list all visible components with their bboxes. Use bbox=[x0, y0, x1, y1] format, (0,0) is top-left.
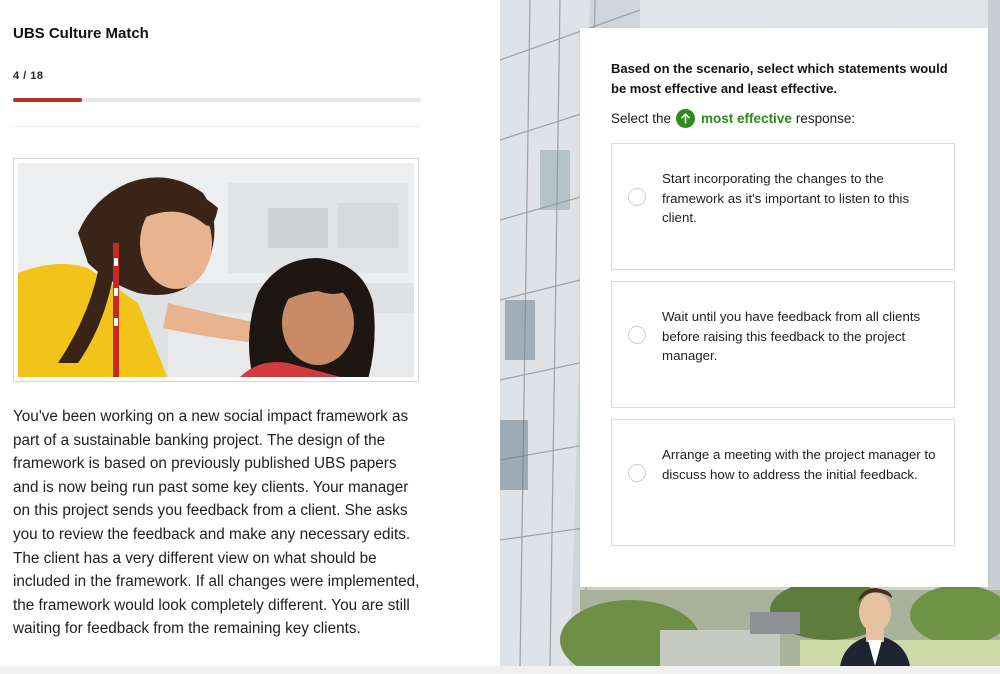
question-prompt: Based on the scenario, select which statements would be most effective and least effective. bbox=[611, 61, 948, 96]
divider bbox=[13, 126, 421, 127]
response-option-text: Start incorporating the changes to the framework as it's important to listen to this client. bbox=[662, 171, 910, 226]
radio-button[interactable] bbox=[628, 188, 646, 206]
progress-label: 4 / 18 bbox=[13, 70, 44, 82]
arrow-up-icon bbox=[676, 109, 695, 128]
scenario-image bbox=[18, 163, 414, 377]
radio-button[interactable] bbox=[628, 326, 646, 344]
instruction-suffix: response: bbox=[795, 110, 856, 126]
bottom-strip bbox=[0, 666, 1000, 674]
response-option-text: Wait until you have feedback from all clients before raising this feedback to the project manager. bbox=[662, 309, 921, 364]
response-instruction bbox=[611, 107, 855, 129]
question-card bbox=[580, 28, 988, 587]
response-option-1[interactable] bbox=[611, 143, 955, 270]
scenario-panel bbox=[0, 0, 500, 666]
scenario-image-frame bbox=[13, 158, 419, 382]
progress-bar-fill bbox=[13, 98, 82, 102]
photo-two-colleagues-icon bbox=[18, 163, 414, 377]
instruction-highlight: most effective bbox=[701, 110, 792, 126]
app-title: UBS Culture Match bbox=[13, 25, 149, 42]
radio-button[interactable] bbox=[628, 464, 646, 482]
instruction-prefix: Select the bbox=[611, 110, 672, 126]
progress-bar bbox=[13, 98, 421, 102]
response-option-2[interactable] bbox=[611, 281, 955, 408]
response-option-text: Arrange a meeting with the project manager to discuss how to address the initial feedback. bbox=[662, 447, 936, 482]
scenario-text: You've been working on a new social impact framework as part of a sustainable banking project. The design of the framework is based on previously published UBS papers and is now being run past some key clients. Your manager on this project sends you feedback from a client. She asks you to review the feedback and make any necessary edits. The client has a very different view on what should be included in the framework. If all changes were implemented, the framework would look completely different. You are still waiting for feedback from the remaining key clients. bbox=[13, 408, 420, 638]
response-option-3[interactable] bbox=[611, 419, 955, 546]
arrow-up-glyph bbox=[680, 113, 691, 124]
